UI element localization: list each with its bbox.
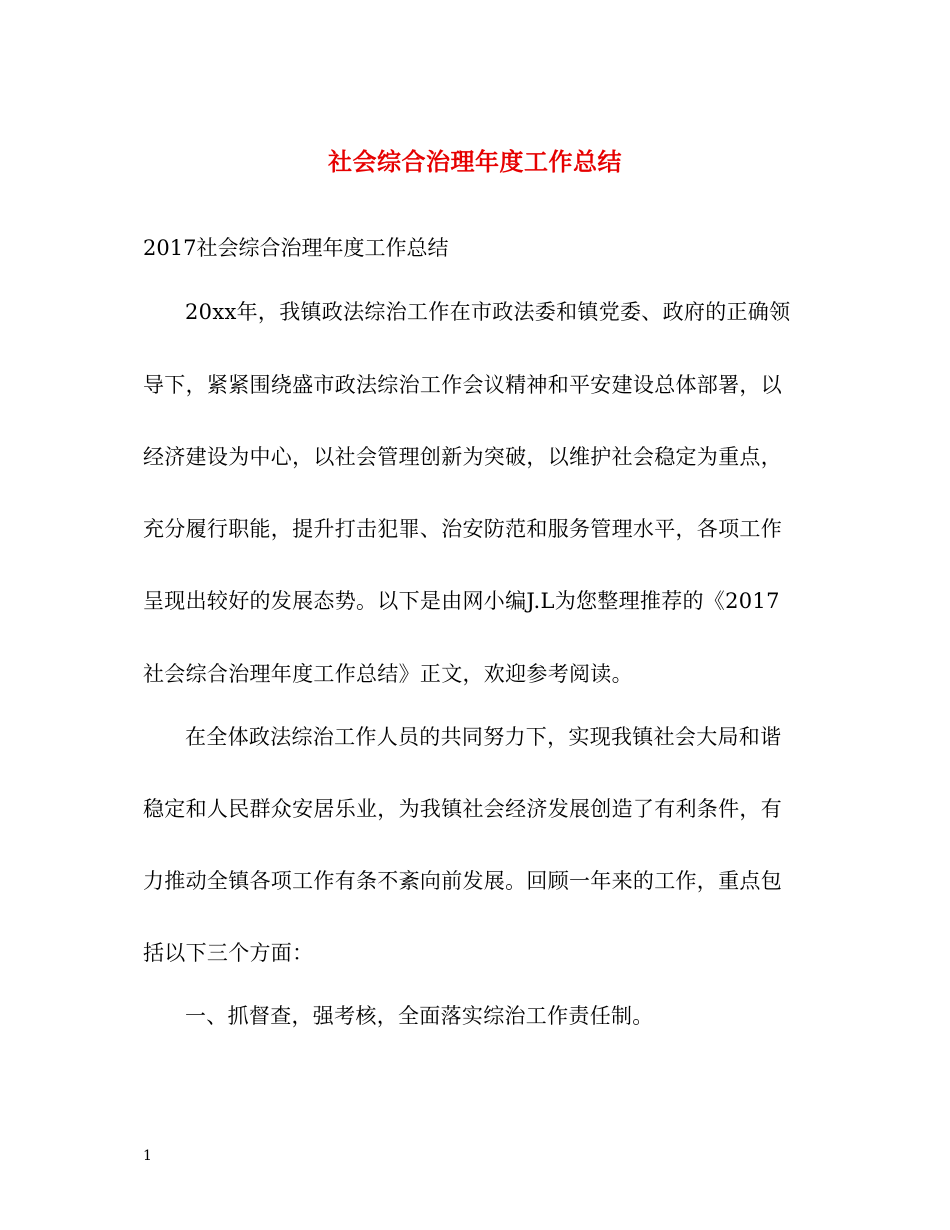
paragraph-line: 经济建设为中心，以社会管理创新为突破，以维护社会稳定为重点，: [143, 445, 782, 469]
document-subtitle: 2017社会综合治理年度工作总结: [143, 236, 449, 260]
paragraph-line: 20xx年，我镇政法综治工作在市政法委和镇党委、政府的正确领: [185, 300, 791, 324]
paragraph-line: 稳定和人民群众安居乐业，为我镇社会经济发展创造了有利条件，有: [143, 797, 782, 821]
paragraph-line: 在全体政法综治工作人员的共同努力下，实现我镇社会大局和谐: [185, 725, 782, 749]
paragraph-line: 社会综合治理年度工作总结》正文，欢迎参考阅读。: [143, 662, 633, 686]
paragraph-line: 括以下三个方面：: [143, 941, 314, 965]
document-title: 社会综合治理年度工作总结: [328, 147, 622, 176]
paragraph-line: 充分履行职能，提升打击犯罪、治安防范和服务管理水平，各项工作: [143, 517, 782, 541]
page-number: 1: [143, 1148, 152, 1164]
paragraph-line: 呈现出较好的发展态势。以下是由网小编J.L为您整理推荐的《2017: [143, 589, 780, 613]
paragraph-line: 力推动全镇各项工作有条不紊向前发展。回顾一年来的工作，重点包: [143, 869, 782, 893]
section-heading-line: 一、抓督查，强考核，全面落实综治工作责任制。: [185, 1004, 654, 1028]
paragraph-line: 导下，紧紧围绕盛市政法综治工作会议精神和平安建设总体部署，以: [143, 373, 782, 397]
